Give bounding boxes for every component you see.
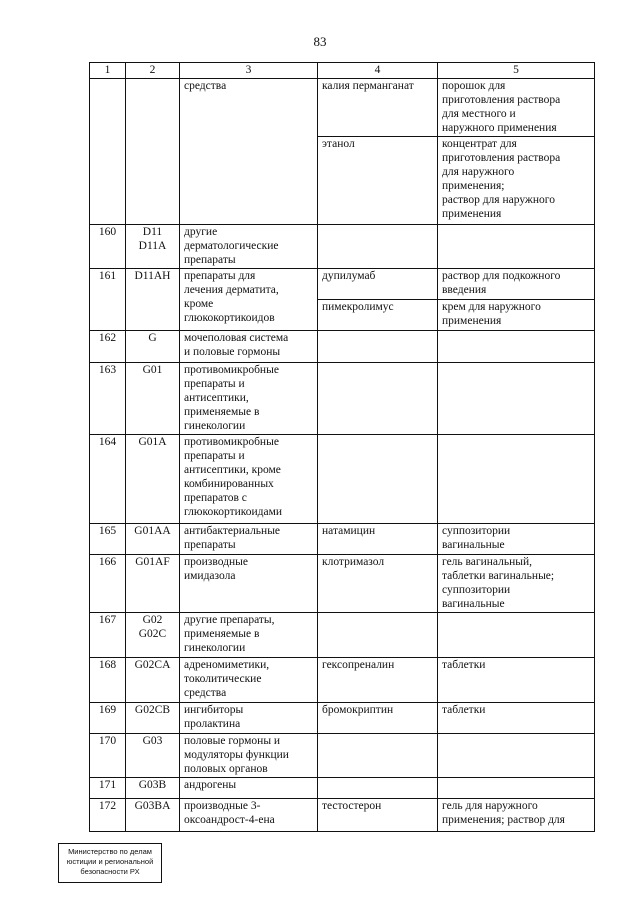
row-number: 162 — [90, 331, 126, 363]
header-col-1: 1 — [90, 63, 126, 79]
drug-name: гексопреналин — [318, 658, 438, 703]
table-row — [90, 363, 595, 435]
drug-name — [318, 778, 438, 799]
header-col-4: 4 — [318, 63, 438, 79]
group-name: другие препараты, применяемые в гинекологии — [180, 613, 318, 658]
row-number: 161 — [90, 269, 126, 331]
dosage-form: гель вагинальный, таблетки вагинальные; суппозитории вагинальные — [438, 555, 595, 613]
row-number: 170 — [90, 734, 126, 778]
dosage-form — [438, 613, 595, 658]
row-number: 168 — [90, 658, 126, 703]
row-number: 172 — [90, 799, 126, 832]
dosage-form: таблетки — [438, 658, 595, 703]
group-name: андрогены — [180, 778, 318, 799]
group-name: антибактериальные препараты — [180, 524, 318, 555]
atc-code: G02CB — [126, 703, 180, 734]
atc-code: G03B — [126, 778, 180, 799]
header-row — [90, 63, 595, 79]
drug-name — [318, 363, 438, 435]
drug-name: клотримазол — [318, 555, 438, 613]
atc-code: D11 D11A — [126, 225, 180, 269]
table-row — [90, 225, 595, 269]
table-row — [90, 269, 595, 300]
drug-name: тестостерон — [318, 799, 438, 832]
dosage-form: порошок для приготовления раствора для местного и наружного применения — [438, 79, 595, 137]
stamp-line: безопасности РХ — [80, 867, 140, 876]
table-row — [90, 778, 595, 799]
table-row — [90, 658, 595, 703]
dosage-form — [438, 363, 595, 435]
dosage-form: гель для наружного применения; раствор для — [438, 799, 595, 832]
drug-name: пимекролимус — [318, 300, 438, 331]
row-number: 169 — [90, 703, 126, 734]
table-row — [90, 331, 595, 363]
table-row — [90, 435, 595, 524]
atc-code: G03 — [126, 734, 180, 778]
atc-code: G01AA — [126, 524, 180, 555]
atc-code: G01A — [126, 435, 180, 524]
dosage-form — [438, 734, 595, 778]
dosage-form — [438, 778, 595, 799]
row-number — [90, 79, 126, 225]
atc-code: G03BA — [126, 799, 180, 832]
drug-name — [318, 435, 438, 524]
page-number: 83 — [313, 34, 327, 49]
drug-name: дупилумаб — [318, 269, 438, 300]
group-name: противомикробные препараты и антисептики, кроме комбинированных препаратов с глюкокортикоидами — [180, 435, 318, 524]
header-col-2: 2 — [126, 63, 180, 79]
atc-code: G02 G02C — [126, 613, 180, 658]
group-name: препараты для лечения дерматита, кроме глюкокортикоидов — [180, 269, 318, 331]
group-name: другие дерматологические препараты — [180, 225, 318, 269]
group-name: производные имидазола — [180, 555, 318, 613]
group-name: адреномиметики, токолитические средства — [180, 658, 318, 703]
drug-name: натамицин — [318, 524, 438, 555]
group-name: средства — [180, 79, 318, 225]
group-name: противомикробные препараты и антисептики, применяемые в гинекологии — [180, 363, 318, 435]
dosage-form: суппозитории вагинальные — [438, 524, 595, 555]
table-row — [90, 703, 595, 734]
drug-name: калия перманганат — [318, 79, 438, 137]
table-row — [90, 799, 595, 832]
atc-code: G — [126, 331, 180, 363]
dosage-form — [438, 331, 595, 363]
drug-name — [318, 225, 438, 269]
atc-code: G01 — [126, 363, 180, 435]
dosage-form — [438, 225, 595, 269]
drug-name: этанол — [318, 137, 438, 225]
row-number: 167 — [90, 613, 126, 658]
table-row — [90, 613, 595, 658]
dosage-form: таблетки — [438, 703, 595, 734]
dosage-form: крем для наружного применения — [438, 300, 595, 331]
group-name: ингибиторы пролактина — [180, 703, 318, 734]
dosage-form: раствор для подкожного введения — [438, 269, 595, 300]
atc-code: G01AF — [126, 555, 180, 613]
row-number: 163 — [90, 363, 126, 435]
atc-code — [126, 79, 180, 225]
header-col-3: 3 — [180, 63, 318, 79]
table-row — [90, 79, 595, 137]
row-number: 165 — [90, 524, 126, 555]
drug-name: бромокриптин — [318, 703, 438, 734]
dosage-form — [438, 435, 595, 524]
drug-name — [318, 331, 438, 363]
group-name: производные 3- оксоандрост-4-ена — [180, 799, 318, 832]
table-row — [90, 734, 595, 778]
header-col-5: 5 — [438, 63, 595, 79]
row-number: 166 — [90, 555, 126, 613]
group-name: половые гормоны и модуляторы функции половых органов — [180, 734, 318, 778]
table-row — [90, 555, 595, 613]
dosage-form: концентрат для приготовления раствора для наружного применения; раствор для наружного применения — [438, 137, 595, 225]
row-number: 160 — [90, 225, 126, 269]
group-name: мочеполовая система и половые гормоны — [180, 331, 318, 363]
stamp-line: юстиции и региональной — [66, 857, 154, 866]
drug-name — [318, 613, 438, 658]
row-number: 171 — [90, 778, 126, 799]
stamp-line: Министерство по делам — [68, 847, 152, 856]
drug-name — [318, 734, 438, 778]
row-number: 164 — [90, 435, 126, 524]
table-row — [90, 524, 595, 555]
drug-list-table — [89, 62, 595, 832]
registration-stamp — [58, 843, 162, 883]
atc-code: D11AH — [126, 269, 180, 331]
atc-code: G02CA — [126, 658, 180, 703]
